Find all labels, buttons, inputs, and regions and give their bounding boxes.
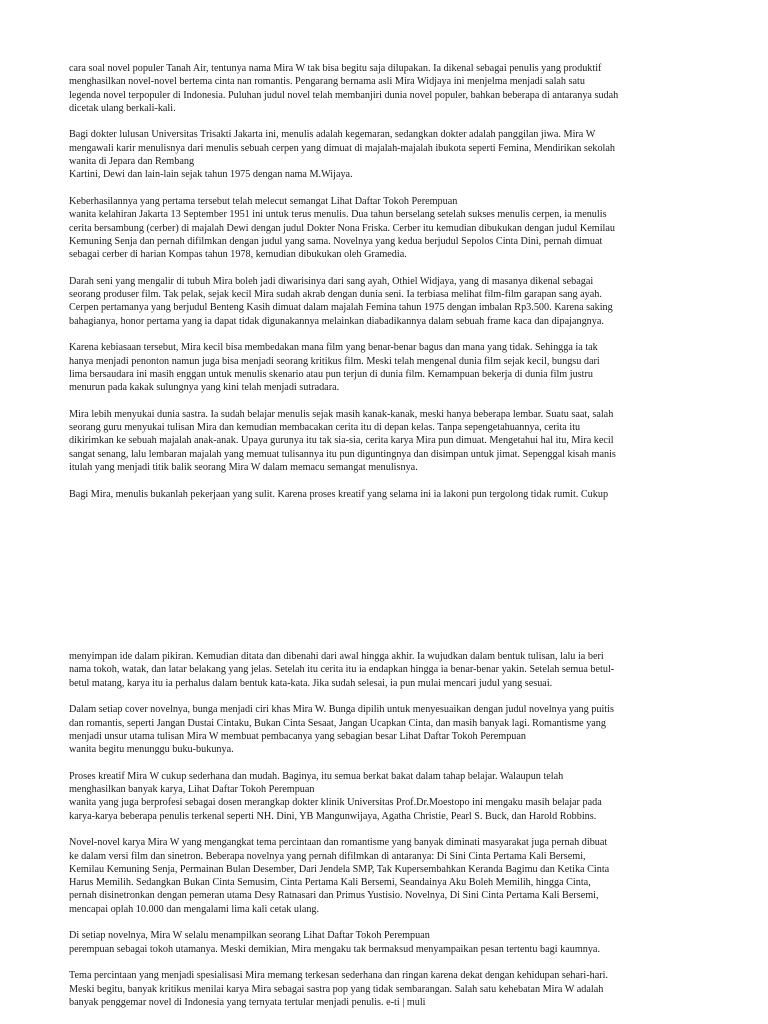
paragraph-cover-flowers: Dalam setiap cover novelnya, bunga menjadi ciri khas Mira W. Bunga dipilih untuk menyesuaikan dengan judul novelnya yang puitis dan romantis, seperti Jangan Dustai Cintaku, Bukan Cinta Sesaat, Jangan Ucapkan Cinta, dan masih banyak lagi. Romantisme yang menjadi unsur utama tulisan Mira W membuat pembacanya yang sebagian besar Lihat Daftar Tokoh Perempuan wanita begitu menunggu buku-bukunya.	[69, 704, 614, 756]
document-page	[69, 62, 711, 1022]
paragraph-literature: Mira lebih menyukai dunia sastra. Ia sudah belajar menulis sejak masih kanak-kanak, meski hanya beberapa lembar. Suatu saat, salah seorang guru menyukai tulisan Mira dan kemudian membacakan cerita itu di depan kelas. Tanpa sepengetahuannya, cerita itu dikirimkan ke sebuah majalah anak-anak. Upaya gurunya itu tak sia-sia, cerita karya Mira pun dimuat. Mengetahui hal itu, Mira kecil sangat senang, lalu lembaran majalah yang memuat tulisannya itu pun diguntingnya dan disimpan untuk jimat. Sepenggal kisah manis itulah yang menjadi titik balik seorang Mira W dalam memacu semangat menulisnya.	[69, 408, 616, 473]
paragraph-creative-process: Proses kreatif Mira W cukup sederhana dan mudah. Baginya, itu semua berkat bakat dalam tahap belajar. Walaupun telah menghasilkan banyak karya, Lihat Daftar Tokoh Perempuan wanita yang juga berprofesi sebagai dosen merangkap dokter klinik Universitas Prof.Dr.Moestopo ini mengaku masih belajar pada karya-karya beberapa penulis terkenal seperti NH. Dini, YB Mangunwijaya, Agatha Christie, Pearl S. Buck, dan Harold Robbins.	[69, 770, 602, 822]
lower-text-block	[69, 650, 711, 1009]
paragraph-female-lead: Di setiap novelnya, Mira W selalu menampilkan seorang Lihat Daftar Tokoh Perempuan perempuan sebagai tokoh utamanya. Meski demikian, Mira mengaku tak bermaksud menyampaikan pesan tertentu bagi kaumnya.	[69, 930, 601, 955]
page-break-gap	[69, 514, 711, 650]
upper-text-block	[69, 62, 711, 501]
paragraph-romance-theme: Tema percintaan yang menjadi spesialisasi Mira memang terkesan sederhana dan ringan karena dekat dengan kehidupan sehari-hari. Meski begitu, banyak kritikus menilai karya Mira sebagai sastra pop yang tidak sembarangan. Salah satu kehebatan Mira W adalah banyak penggemar novel di Indonesia yang ternyata tertular menjadi penulis. e-ti | muli	[69, 970, 609, 1008]
paragraph-writing-process-start: Bagi Mira, menulis bukanlah pekerjaan yang sulit. Karena proses kreatif yang selama ini ia lakoni pun tergolong tidak rumit. Cukup	[69, 488, 609, 500]
paragraph-film-adaptations: Novel-novel karya Mira W yang mengangkat tema percintaan dan romantisme yang banyak diminati masyarakat juga pernah dibuat ke dalam versi film dan sinetron. Beberapa novelnya yang pernah difilmkan di antaranya: Di Sini Cinta Pertama Kali Bersemi, Kemilau Kemuning Senja, Permainan Bulan Desember, Dari Jendela SMP, Tak Kupersembahkan Keranda Bagimu dan Ketika Cinta Harus Memilih. Sedangkan Bukan Cinta Semusim, Cinta Pertama Kali Bersemi, Seandainya Aku Boleh Memilih, hingga Cinta, pernah disinetronkan dengan pemeran utama Desy Ratnasari dan Primus Yustisio. Novelnya, Di Sini Cinta Pertama Kali Bersemi, mencapai oplah 10.000 dan mengalami lima kali cetak ulang.	[69, 837, 610, 915]
paragraph-artistic-heritage: Darah seni yang mengalir di tubuh Mira boleh jadi diwarisinya dari sang ayah, Othiel Widjaya, yang di masanya dikenal sebagai seorang produser film. Tak pelak, sejak kecil Mira sudah akrab dengan dunia seni. Ia terbiasa melihat film-film garapan sang ayah. Cerpen pertamanya yang berjudul Benteng Kasih dimuat dalam majalah Femina tahun 1975 dengan imbalan Rp3.500. Karena saking bahagianya, honor pertama yang ia dapat tidak digunakannya melainkan diabadikannya dalam sebuah frame kaca dan dipajangnya.	[69, 275, 613, 327]
paragraph-writing-process-cont: menyimpan ide dalam pikiran. Kemudian ditata dan dibenahi dari awal hingga akhir. Ia wujudkan dalam bentuk tulisan, lalu ia beri nama tokoh, watak, dan latar belakang yang jelas. Setelah itu cerita itu ia endapkan hingga ia benar-benar yakin. Setelah semua betul- betul matang, karya itu ia perhalus dalam bentuk kata-kata. Jika sudah selesai, ia pun mulai mencari judul yang sesuai.	[69, 651, 615, 689]
paragraph-intro: cara soal novel populer Tanah Air, tentunya nama Mira W tak bisa begitu saja dilupakan. Ia dikenal sebagai penulis yang produktif menghasilkan novel-novel bertema cinta nan romantis. Pengarang bernama asli Mira Widjaya ini menjelma menjadi salah satu legenda novel terpopuler di Indonesia. Puluhan judul novel telah membanjiri dunia novel populer, bahkan beberapa di antaranya sudah dicetak ulang berkali-kali.	[69, 63, 619, 114]
paragraph-career-start: Bagi dokter lulusan Universitas Trisakti Jakarta ini, menulis adalah kegemaran, sedangkan dokter adalah panggilan jiwa. Mira W mengawali karir menulisnya dari menulis sebuah cerpen yang dimuat di majalah-majalah ibukota seperti Femina, Mendirikan sekolah wanita di Jepara dan Rembang Kartini, Dewi dan lain-lain sejak tahun 1975 dengan nama M.Wijaya.	[69, 129, 615, 181]
paragraph-film-habit: Karena kebiasaan tersebut, Mira kecil bisa membedakan mana film yang benar-benar bagus dan mana yang tidak. Sehingga ia tak hanya menjadi penonton namun juga bisa menjadi seorang kritikus film. Meski telah mengenal dunia film sejak kecil, bungsu dari lima bersaudara ini masih enggan untuk menulis skenario atau pun terjun di dunia film. Kemampuan bekerja di dunia film justru menurun pada kakak sulungnya yang kini telah menjadi sutradara.	[69, 342, 600, 394]
paragraph-first-success: Keberhasilannya yang pertama tersebut telah melecut semangat Lihat Daftar Tokoh Perempuan wanita kelahiran Jakarta 13 September 1951 ini untuk terus menulis. Dua tahun berselang setelah sukses menulis cerpen, ia menulis cerita bersambung (cerber) di majalah Dewi dengan judul Dokter Nona Friska. Cerber itu kemudian dibukukan dengan judul Kemilau Kemuning Senja dan pernah difilmkan dengan judul yang sama. Novelnya yang kedua berjudul Sepolos Cinta Dini, pernah dimuat sebagai cerber di harian Kompas tahun 1978, kemudian dibukukan oleh Gramedia.	[69, 195, 615, 261]
